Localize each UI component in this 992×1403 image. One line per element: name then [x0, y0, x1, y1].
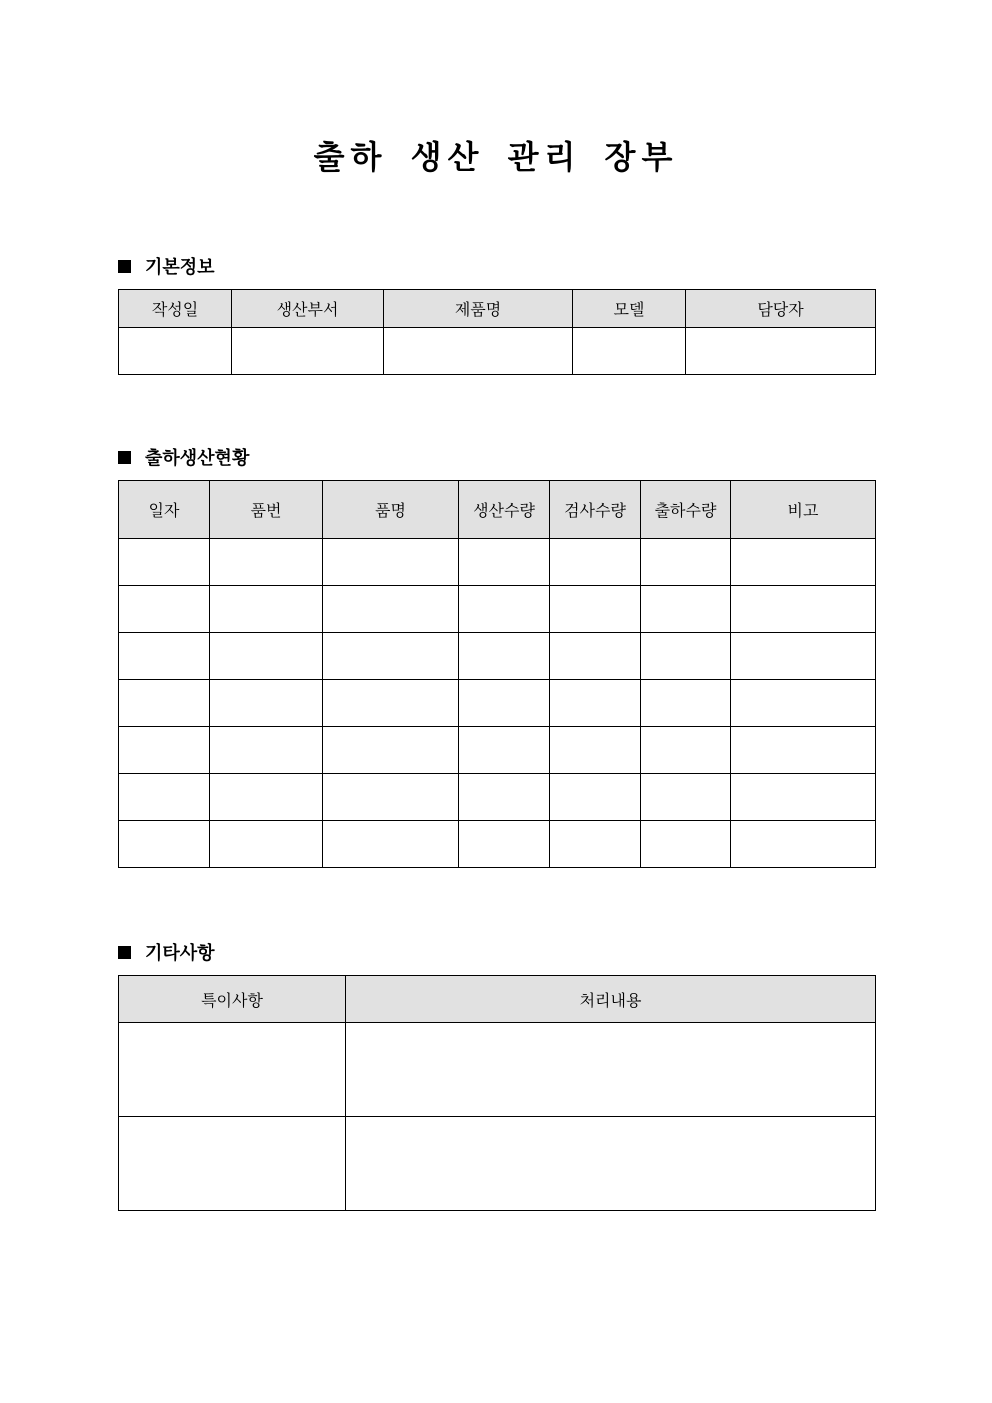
header-cell: 제품명 — [384, 290, 573, 328]
table-header-row — [119, 976, 876, 1023]
input-cell[interactable] — [119, 680, 210, 727]
input-cell[interactable] — [641, 727, 731, 774]
input-cell[interactable] — [459, 586, 550, 633]
input-cell[interactable] — [384, 328, 573, 375]
input-cell[interactable] — [550, 633, 641, 680]
input-cell[interactable] — [641, 633, 731, 680]
section-heading-label: 기타사항 — [145, 943, 215, 964]
section-heading-label: 기본정보 — [145, 257, 215, 278]
page-title: 출하 생산 관리 장부 — [313, 138, 679, 176]
input-cell[interactable] — [210, 586, 323, 633]
square-bullet-icon — [118, 260, 131, 273]
input-cell[interactable] — [210, 539, 323, 586]
input-cell[interactable] — [119, 774, 210, 821]
input-cell[interactable] — [459, 821, 550, 868]
input-cell[interactable] — [323, 586, 459, 633]
input-cell[interactable] — [119, 727, 210, 774]
header-cell: 생산부서 — [232, 290, 384, 328]
input-cell[interactable] — [323, 821, 459, 868]
input-cell[interactable] — [119, 1023, 346, 1117]
table-header-row — [119, 290, 876, 328]
table-row — [119, 1117, 876, 1211]
input-cell[interactable] — [210, 633, 323, 680]
section-heading-other — [118, 939, 215, 965]
production-table — [118, 480, 876, 868]
input-cell[interactable] — [210, 821, 323, 868]
header-cell: 생산수량 — [459, 481, 550, 539]
input-cell[interactable] — [323, 680, 459, 727]
input-cell[interactable] — [323, 633, 459, 680]
header-cell: 작성일 — [119, 290, 232, 328]
input-cell[interactable] — [550, 586, 641, 633]
input-cell[interactable] — [323, 774, 459, 821]
input-cell[interactable] — [323, 727, 459, 774]
input-cell[interactable] — [550, 821, 641, 868]
input-cell[interactable] — [119, 539, 210, 586]
header-cell: 품번 — [210, 481, 323, 539]
input-cell[interactable] — [731, 633, 876, 680]
input-cell[interactable] — [459, 633, 550, 680]
table-row — [119, 1023, 876, 1117]
input-cell[interactable] — [641, 539, 731, 586]
header-cell: 담당자 — [686, 290, 876, 328]
header-cell: 품명 — [323, 481, 459, 539]
table-row — [119, 774, 876, 821]
input-cell[interactable] — [550, 727, 641, 774]
table-row — [119, 586, 876, 633]
input-cell[interactable] — [210, 774, 323, 821]
table-row — [119, 633, 876, 680]
input-cell[interactable] — [119, 821, 210, 868]
input-cell[interactable] — [573, 328, 686, 375]
input-cell[interactable] — [346, 1023, 876, 1117]
header-cell: 일자 — [119, 481, 210, 539]
input-cell[interactable] — [550, 539, 641, 586]
input-cell[interactable] — [210, 680, 323, 727]
table-row — [119, 821, 876, 868]
other-table — [118, 975, 876, 1211]
header-cell: 처리내용 — [346, 976, 876, 1023]
input-cell[interactable] — [119, 328, 232, 375]
section-heading-production — [118, 444, 249, 470]
square-bullet-icon — [118, 451, 131, 464]
basic-info-table — [118, 289, 876, 375]
input-cell[interactable] — [459, 539, 550, 586]
header-cell: 특이사항 — [119, 976, 346, 1023]
input-cell[interactable] — [459, 680, 550, 727]
input-cell[interactable] — [731, 774, 876, 821]
input-cell[interactable] — [119, 1117, 346, 1211]
header-cell: 비고 — [731, 481, 876, 539]
input-cell[interactable] — [346, 1117, 876, 1211]
section-heading-basic — [118, 253, 215, 279]
input-cell[interactable] — [686, 328, 876, 375]
header-cell: 검사수량 — [550, 481, 641, 539]
input-cell[interactable] — [119, 586, 210, 633]
input-cell[interactable] — [731, 727, 876, 774]
input-cell[interactable] — [731, 586, 876, 633]
input-cell[interactable] — [731, 680, 876, 727]
input-cell[interactable] — [210, 727, 323, 774]
header-cell: 모델 — [573, 290, 686, 328]
section-heading-label: 출하생산현황 — [145, 448, 250, 469]
input-cell[interactable] — [550, 680, 641, 727]
input-cell[interactable] — [323, 539, 459, 586]
table-row — [119, 328, 876, 375]
table-header-row — [119, 481, 876, 539]
input-cell[interactable] — [459, 774, 550, 821]
input-cell[interactable] — [731, 539, 876, 586]
square-bullet-icon — [118, 946, 131, 959]
header-cell: 출하수량 — [641, 481, 731, 539]
input-cell[interactable] — [232, 328, 384, 375]
input-cell[interactable] — [641, 680, 731, 727]
input-cell[interactable] — [550, 774, 641, 821]
input-cell[interactable] — [641, 821, 731, 868]
input-cell[interactable] — [641, 774, 731, 821]
input-cell[interactable] — [641, 586, 731, 633]
input-cell[interactable] — [731, 821, 876, 868]
input-cell[interactable] — [459, 727, 550, 774]
table-row — [119, 539, 876, 586]
table-row — [119, 727, 876, 774]
table-row — [119, 680, 876, 727]
input-cell[interactable] — [119, 633, 210, 680]
